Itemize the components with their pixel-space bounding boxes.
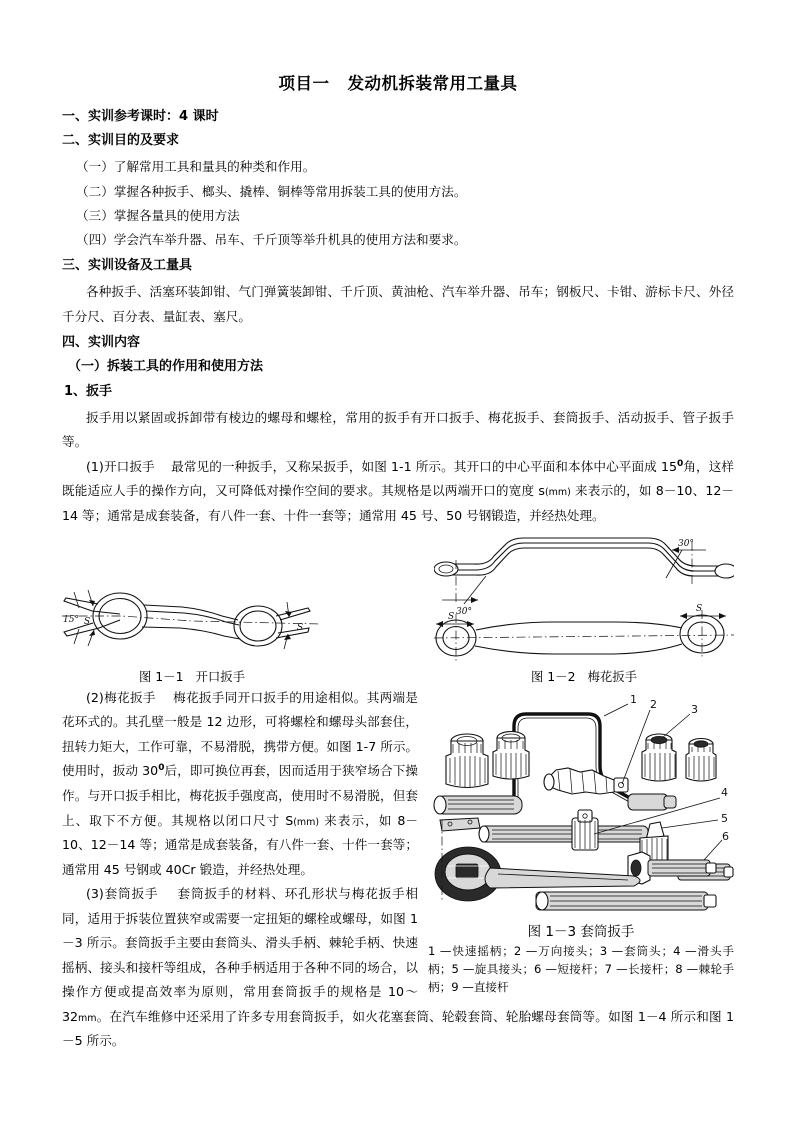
socket-head-right-2 xyxy=(686,738,716,781)
callout-6: 6 xyxy=(722,829,729,843)
figure-1-1 xyxy=(62,554,322,685)
figure-1-2 xyxy=(434,534,734,685)
para2-text-b: 后，即可换位再套，因而适用于狭窄场合下操作。与开口扳手相比，梅花扳手强度高，使用时不易滑脱，但套上、取下不方便。其规格以闭口尺寸 S xyxy=(62,763,419,828)
figure-1-1-s-right-label: S xyxy=(297,623,304,634)
sliding-T-handle xyxy=(479,810,648,850)
para2-degree-symbol: 0 xyxy=(158,763,165,774)
figure-1-1-s-left-label: S xyxy=(84,617,91,628)
para2-text-c: 来表示，如 8－10、12－14 等；通常是成套装备，有八件一套、十件一套等；通常用 45 号钢或 40Cr 锻造，并经热处理。 xyxy=(62,812,418,877)
figure-1-1-caption-name: 开口扳手 xyxy=(195,669,246,685)
page-content xyxy=(62,62,734,1062)
para1-text-c: 来表示的，如 8－10、12－14 等；通常是成套装备，有八件一套、十件一套等；通常用 45 号、50 号钢锻造，并经热处理。 xyxy=(62,483,734,523)
figure-1-2-caption-name: 梅花扳手 xyxy=(587,669,638,685)
para1-degree-symbol: 0 xyxy=(676,458,684,469)
socket-head-right-1 xyxy=(642,734,676,781)
figure-1-1-caption xyxy=(62,668,322,685)
open-end-wrench-drawing xyxy=(62,554,322,664)
section2-item-1: （一）了解常用工具和量具的种类和作用。 xyxy=(76,159,316,175)
section2-item-3: （三）掌握各量具的使用方法 xyxy=(76,207,240,223)
figure-1-2-angle-left-label: 30° xyxy=(456,607,472,618)
figure-1-2-caption-number: 图 1－2 xyxy=(530,669,576,685)
figure-1-2-caption xyxy=(434,668,734,685)
para1-lead: (1)开口扳手 xyxy=(86,458,155,474)
figure-1-2-s-left-label: S xyxy=(448,612,455,623)
socket-head-left-2 xyxy=(493,731,529,779)
heading-section-2: 二、实训目的及要求 xyxy=(62,133,180,149)
heading-section-4: 四、实训内容 xyxy=(62,335,141,351)
paragraph-open-end-wrench xyxy=(62,455,734,529)
para3-text-b: 。在汽车维修中还采用了许多专用套筒扳手，如火花塞套筒、轮毂套筒、轮胎螺母套筒等。如图 1－4 所示和图 1－5 所示。 xyxy=(62,1008,734,1049)
para3-unit-mm: mm xyxy=(78,1012,97,1024)
figure-1-1-angle-label: 15° xyxy=(63,615,79,626)
box-wrench-drawing xyxy=(434,534,734,664)
section2-item-2: （二）掌握各种扳手、榔头、撬棒、铜棒等常用拆装工具的使用方法。 xyxy=(76,183,467,199)
straight-extension-bar xyxy=(536,892,716,910)
callout-4: 4 xyxy=(721,785,728,799)
para2-lead: (2)梅花扳手 xyxy=(86,689,156,705)
callout-3: 3 xyxy=(691,702,698,716)
section3-body: 各种扳手、活塞环装卸钳、气门弹簧装卸钳、千斤顶、黄油枪、汽车举升器、吊车；钢板尺、卡钳、游标卡尺、外径千分尺、百分表、量缸表、塞尺。 xyxy=(62,284,734,324)
callout-5: 5 xyxy=(721,811,728,825)
figure-1-3-caption: 图 1－3 套筒扳手 xyxy=(527,923,635,940)
para3-lead: (3)套筒扳手 xyxy=(86,886,159,902)
para2-unit-mm: (mm) xyxy=(293,816,320,828)
socket-head-left-1 xyxy=(446,734,488,788)
figure-1-2-angle-right-label: 30° xyxy=(678,539,694,550)
heading-section-1: 一、实训参考课时：4 课时 xyxy=(62,109,219,125)
heading-section-4-sub: （一）拆装工具的作用和使用方法 xyxy=(68,359,264,375)
title-name: 发动机拆装常用工量具 xyxy=(347,74,518,93)
para3-text-a: 套筒扳手的材料、环孔形状与梅花扳手相同，适用于拆装位置狭窄或需要一定扭矩的螺栓或螺母，如图 1－3 所示。套筒扳手主要由套筒头、滑头手柄、棘轮手柄、快速摇柄、接头和接杆等组成，各种手柄适用于各种不同的场合，以操作方便或提高效率为原则，常用套筒扳手的规格是 10～32 xyxy=(62,886,419,1024)
figure-1-1-caption-number: 图 1－1 xyxy=(138,669,184,685)
title-project: 项目一 xyxy=(278,74,330,93)
figure-1-3 xyxy=(428,688,734,997)
para2-text-a: 梅花扳手同开口扳手的用途相似。其两端是花环式的。其孔壁一般是 12 边形，可将螺栓和螺母头部套住，扭转力矩大，工作可靠，不易滑脱，携带方便。如图 1-7 所示。使用时，扳动 30 xyxy=(62,689,419,779)
para1-unit-mm: (mm) xyxy=(544,487,571,499)
heading-section-3: 三、实训设备及工量具 xyxy=(62,258,193,274)
heading-item-1-wrench: 1、扳手 xyxy=(64,383,113,399)
wrench-intro-body: 扳手用以紧固或拆卸带有棱边的螺母和螺栓，常用的扳手有开口扳手、梅花扳手、套筒扳手、活动扳手、管子扳手等。 xyxy=(62,409,734,450)
section2-item-4: （四）学会汽车举升器、吊车、千斤顶等举升机具的使用方法和要求。 xyxy=(76,231,467,247)
figure-1-3-legend: 1 —快速摇柄；2 —万向接头；3 —套筒头；4 —滑头手柄；5 —旋具接头；6 —短接杆；7 —长接杆；8 —棘轮手柄；9 —直接杆 xyxy=(428,944,734,994)
para1-text-b: 角，这样既能适应人手的操作方向，又可降低对操作空间的要求。其规格是以两端开口的宽度 s xyxy=(62,458,735,499)
callout-2: 2 xyxy=(650,697,657,711)
universal-joint xyxy=(544,768,628,794)
wrapped-text-figure-block xyxy=(62,686,734,1054)
sliding-bar-clip xyxy=(440,818,480,831)
callout-1: 1 xyxy=(630,692,637,706)
figure-row-1 xyxy=(62,534,734,685)
figure-1-2-s-right-label: S xyxy=(696,604,703,615)
socket-wrench-set-drawing xyxy=(428,688,734,920)
para1-text-a: 最常见的一种扳手，又称呆扳手，如图 1-1 所示。其开口的中心平面和本体中心平面成 15 xyxy=(171,458,677,474)
page-title xyxy=(62,72,734,95)
